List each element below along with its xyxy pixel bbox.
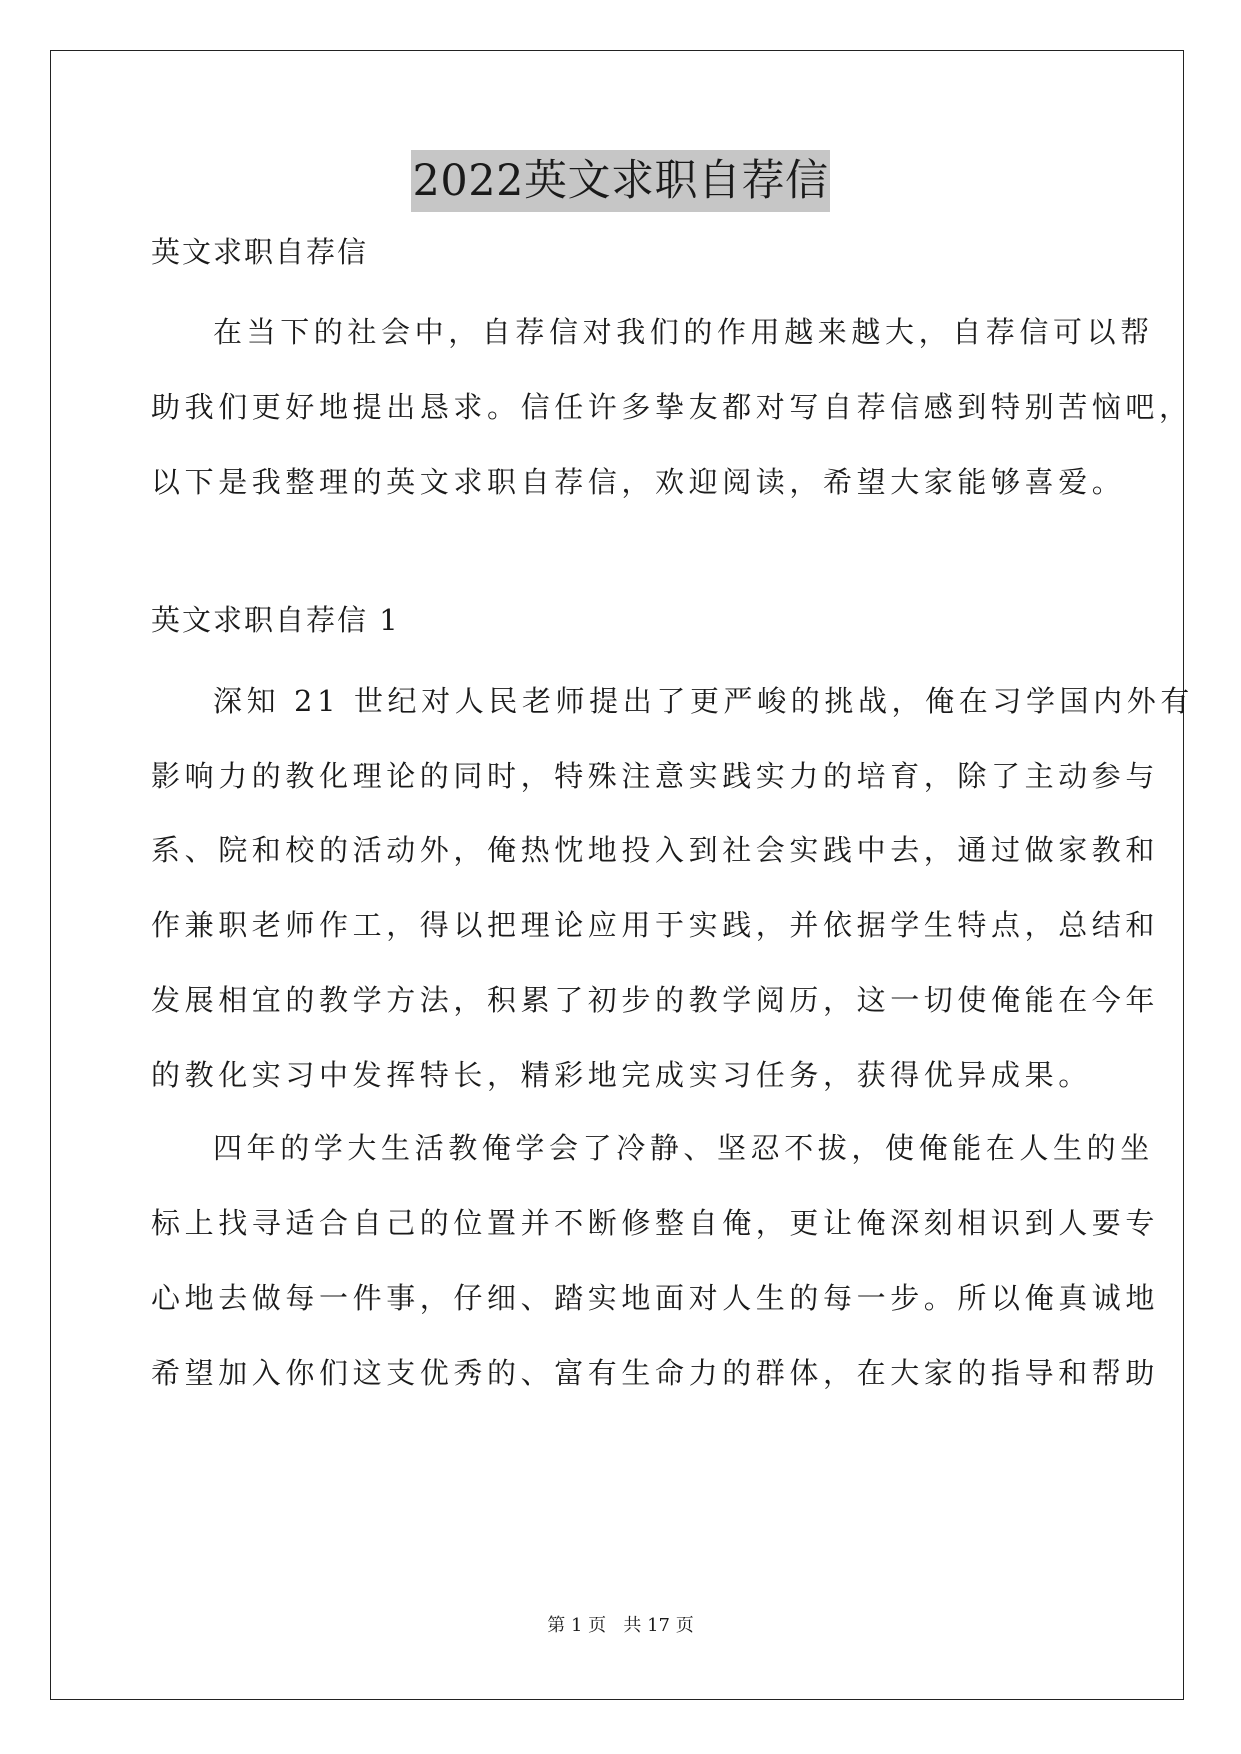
page-border: [50, 50, 1194, 1700]
section-heading: 英文求职自荐信: [151, 235, 369, 269]
paragraph-line: 发展相宜的教学方法，积累了初步的教学阅历，这一切使俺能在今年: [151, 983, 1160, 1017]
paragraph-line: 以下是我整理的英文求职自荐信，欢迎阅读，希望大家能够喜爱。: [151, 465, 1126, 499]
paragraph-line: 系、院和校的活动外，俺热忱地投入到社会实践中去，通过做家教和: [151, 833, 1160, 867]
section-heading: 英文求职自荐信 1: [151, 603, 400, 637]
title-container: [0, 150, 1241, 212]
paragraph-line: 在当下的社会中，自荐信对我们的作用越来越大，自荐信可以帮: [213, 315, 1154, 349]
paragraph-line: 四年的学大生活教俺学会了冷静、坚忍不拔，使俺能在人生的坐: [213, 1131, 1154, 1165]
paragraph-line: 助我们更好地提出恳求。信任许多挚友都对写自荐信感到特别苦恼吧，: [151, 390, 1193, 424]
paragraph-line: 的教化实习中发挥特长，精彩地完成实习任务，获得优异成果。: [151, 1058, 1092, 1092]
page-number: 第 1 页 共 17 页: [547, 1615, 694, 1636]
paragraph-line: 作兼职老师作工，得以把理论应用于实践，并依据学生特点，总结和: [151, 908, 1160, 942]
paragraph-line: 影响力的教化理论的同时，特殊注意实践实力的培育，除了主动参与: [151, 759, 1160, 793]
paragraph-line: 心地去做每一件事，仔细、踏实地面对人生的每一步。所以俺真诚地: [151, 1281, 1160, 1315]
paragraph-line: 标上找寻适合自己的位置并不断修整自俺，更让俺深刻相识到人要专: [151, 1206, 1160, 1240]
paragraph-line: 希望加入你们这支优秀的、富有生命力的群体，在大家的指导和帮助: [151, 1356, 1160, 1390]
document-title: 2022英文求职自荐信: [411, 150, 831, 212]
paragraph-line: 深知 21 世纪对人民老师提出了更严峻的挑战，俺在习学国内外有: [213, 684, 1194, 718]
